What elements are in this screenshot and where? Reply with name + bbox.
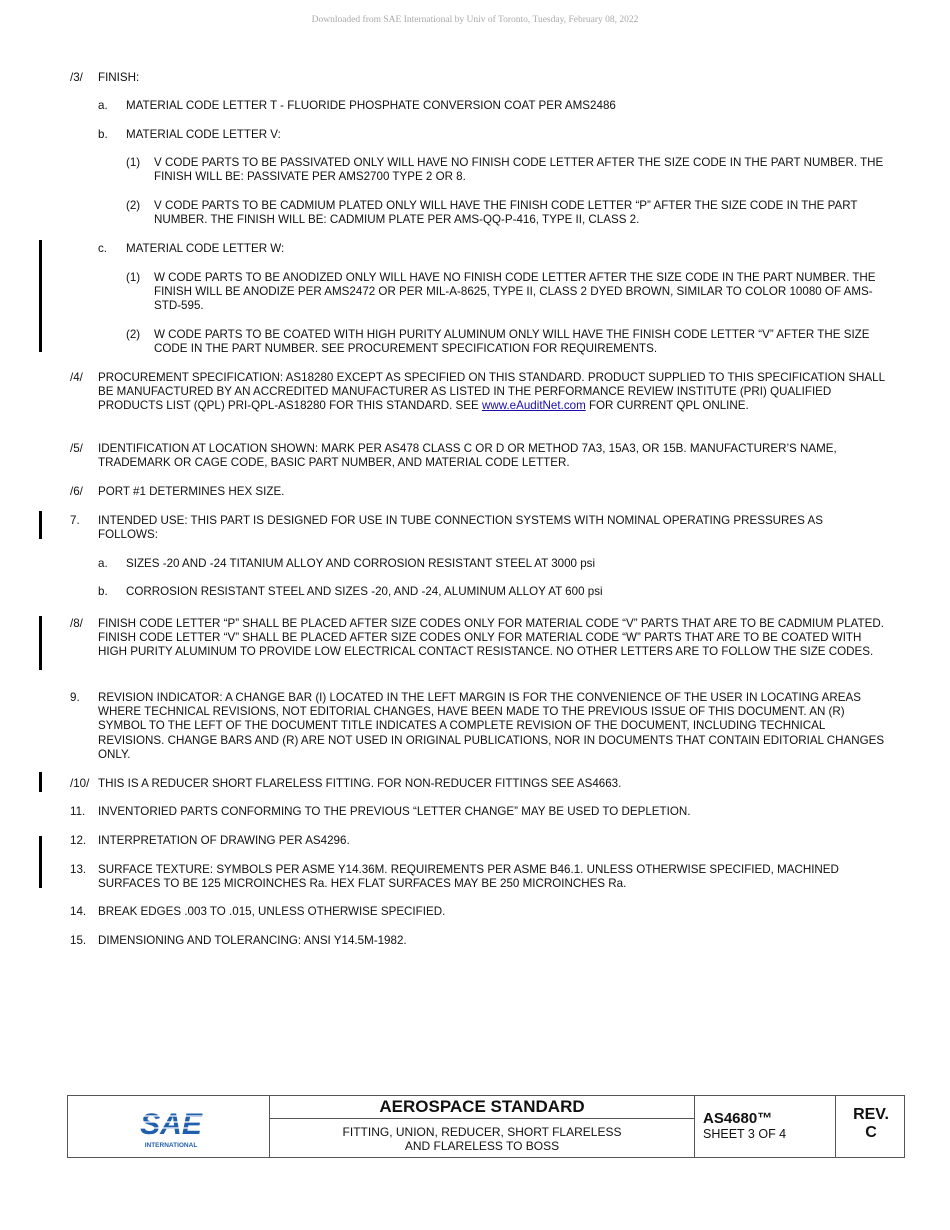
note-text <box>98 371 885 414</box>
change-bar <box>39 836 42 888</box>
note-text: IDENTIFICATION AT LOCATION SHOWN: MARK PER AS478 CLASS C OR D OR METHOD 7A3, 15A3, OR 15B. MANUFACTURER’S NAME, TRADEMARK OR CAGE CODE, BASIC PART NUMBER, AND MATERIAL CODE LETTER. <box>98 442 837 470</box>
item-label: (1) <box>126 156 141 169</box>
note-3b-2 <box>126 199 886 227</box>
note-number: /6/ <box>70 485 83 498</box>
note-3 <box>70 71 885 85</box>
note-6 <box>70 485 885 499</box>
item-label: a. <box>98 99 108 112</box>
note-5 <box>70 442 885 470</box>
note-text-part: PROCUREMENT SPECIFICATION: AS18280 EXCEPT AS SPECIFIED ON THIS STANDARD. PRODUCT SUPPLIED TO THIS SPECIFICATION SHALL BE MANUFACTURED BY AN ACCREDITED MANUFACTURER AS LISTED IN THE PERFORMANCE REVIEW INSTITUTE (PRI) QUALIFIED PRODUCTS LIST (QPL) PRI-QPL-AS18280 FOR THIS STANDARD. SEE <box>98 371 885 413</box>
note-number: /8/ <box>70 617 83 630</box>
change-bar <box>39 772 42 792</box>
note-number: 12. <box>70 834 87 847</box>
change-bar <box>39 240 42 352</box>
item-label: (2) <box>126 199 141 212</box>
item-label: (1) <box>126 271 141 284</box>
note-7b <box>98 585 888 599</box>
revision-cell <box>836 1096 906 1157</box>
note-text: PORT #1 DETERMINES HEX SIZE. <box>98 485 285 498</box>
note-number: 11. <box>70 805 86 818</box>
title-block <box>67 1095 905 1158</box>
note-text: BREAK EDGES .003 TO .015, UNLESS OTHERWISE SPECIFIED. <box>98 905 446 918</box>
note-number: 15. <box>70 934 87 947</box>
item-label: b. <box>98 585 108 598</box>
note-15 <box>70 934 885 948</box>
note-number: /3/ <box>70 71 83 84</box>
item-text: MATERIAL CODE LETTER W: <box>126 242 285 255</box>
logo-wordmark: SAE <box>140 1108 202 1141</box>
item-label: (2) <box>126 328 141 341</box>
note-3a <box>98 99 888 113</box>
item-text: MATERIAL CODE LETTER V: <box>126 128 281 141</box>
note-text-part: FOR CURRENT QPL ONLINE. <box>585 399 749 413</box>
item-text: W CODE PARTS TO BE COATED WITH HIGH PURITY ALUMINUM ONLY WILL HAVE THE FINISH CODE LETTER “V” AFTER THE SIZE CODE IN THE PART NUMBER. SEE PROCUREMENT SPECIFICATION FOR REQUIREMENTS. <box>154 328 870 356</box>
note-4 <box>70 371 885 414</box>
note-text: INTENDED USE: THIS PART IS DESIGNED FOR USE IN TUBE CONNECTION SYSTEMS WITH NOMINAL OPERATING PRESSURES AS FOLLOWS: <box>98 514 823 542</box>
note-number: 13. <box>70 863 87 876</box>
note-number: /4/ <box>70 371 83 384</box>
item-text: CORROSION RESISTANT STEEL AND SIZES -20, AND -24, ALUMINUM ALLOY AT 600 psi <box>126 585 603 598</box>
note-number: /5/ <box>70 442 83 455</box>
sae-logo <box>136 1104 206 1152</box>
logo-cell <box>68 1096 270 1157</box>
document-number: AS4680™ <box>703 1110 773 1127</box>
item-text: MATERIAL CODE LETTER T - FLUORIDE PHOSPHATE CONVERSION COAT PER AMS2486 <box>126 99 616 112</box>
change-bar <box>39 511 42 539</box>
note-text: INVENTORIED PARTS CONFORMING TO THE PREVIOUS “LETTER CHANGE” MAY BE USED TO DEPLETION. <box>98 805 691 818</box>
note-number: 14. <box>70 905 87 918</box>
note-7a <box>98 557 888 571</box>
note-number: 9. <box>70 691 80 704</box>
note-text: REVISION INDICATOR: A CHANGE BAR (I) LOCATED IN THE LEFT MARGIN IS FOR THE CONVENIENCE OF THE USER IN LOCATING AREAS WHERE TECHNICAL REVISIONS, NOT EDITORIAL CHANGES, HAVE BEEN MADE TO THE PREVIOUS ISSUE OF THIS DOCUMENT. AN (R) SYMBOL TO THE LEFT OF THE DOCUMENT TITLE INDICATES A COMPLETE REVISION OF THE DOCUMENT, INCLUDING TECHNICAL REVISIONS. CHANGE BARS AND (R) ARE NOT USED IN ORIGINAL PUBLICATIONS, NOR IN DOCUMENTS THAT CONTAIN EDITORIAL CHANGES ONLY. <box>98 691 885 761</box>
note-3b <box>98 128 888 142</box>
title-line: FITTING, UNION, REDUCER, SHORT FLARELESS <box>342 1125 622 1139</box>
item-text: W CODE PARTS TO BE ANODIZED ONLY WILL HAVE NO FINISH CODE LETTER AFTER THE SIZE CODE IN THE PART NUMBER. THE FINISH WILL BE ANODIZE PER AMS2472 OR PER MIL-A-8625, TYPE II, CLASS 2 DYED BROWN, SIMILAR TO COLOR 10080 OF AMS-STD-595. <box>154 271 876 313</box>
note-number: 7. <box>70 514 80 527</box>
item-text: V CODE PARTS TO BE PASSIVATED ONLY WILL HAVE NO FINISH CODE LETTER AFTER THE SIZE CODE IN THE PART NUMBER. THE FINISH WILL BE: PASSIVATE PER AMS2700 TYPE 2 OR 8. <box>154 156 884 184</box>
note-7 <box>70 514 885 542</box>
document-title <box>270 1119 694 1153</box>
logo-subtext: INTERNATIONAL <box>144 1142 198 1149</box>
standard-heading: AEROSPACE STANDARD <box>270 1096 694 1119</box>
note-9 <box>70 691 885 762</box>
note-text: DIMENSIONING AND TOLERANCING: ANSI Y14.5M-1982. <box>98 934 407 947</box>
note-number: /10/ <box>70 777 90 790</box>
note-10 <box>70 777 885 791</box>
note-13 <box>70 863 885 891</box>
sheet-number: SHEET 3 OF 4 <box>703 1127 787 1141</box>
item-label: c. <box>98 242 108 255</box>
note-12 <box>70 834 885 848</box>
item-label: a. <box>98 557 108 570</box>
title-line: AND FLARELESS TO BOSS <box>404 1139 560 1153</box>
download-watermark: Downloaded from SAE International by Univ of Toronto, Tuesday, February 08, 2022 <box>311 15 639 25</box>
item-text: V CODE PARTS TO BE CADMIUM PLATED ONLY WILL HAVE THE FINISH CODE LETTER “P” AFTER THE SIZE CODE IN THE PART NUMBER. THE FINISH WILL BE: CADMIUM PLATE PER AMS-QQ-P-416, TYPE II, CLASS 2. <box>154 199 858 227</box>
item-text: SIZES -20 AND -24 TITANIUM ALLOY AND CORROSION RESISTANT STEEL AT 3000 psi <box>126 557 596 570</box>
revision-label: REV. <box>853 1106 889 1123</box>
change-bar <box>39 616 42 670</box>
note-14 <box>70 905 885 919</box>
note-11 <box>70 805 885 819</box>
note-text: FINISH: <box>98 71 140 84</box>
doc-number-cell <box>695 1096 836 1157</box>
note-text: SURFACE TEXTURE: SYMBOLS PER ASME Y14.36M. REQUIREMENTS PER ASME B46.1. UNLESS OTHERWISE SPECIFIED, MACHINED SURFACES TO BE 125 MICROINCHES Ra. HEX FLAT SURFACES MAY BE 250 MICROINCHES Ra. <box>98 863 839 891</box>
note-text: INTERPRETATION OF DRAWING PER AS4296. <box>98 834 350 847</box>
note-text: FINISH CODE LETTER “P” SHALL BE PLACED AFTER SIZE CODES ONLY FOR MATERIAL CODE “V” PARTS THAT ARE TO BE CADMIUM PLATED. FINISH CODE LETTER “V” SHALL BE PLACED AFTER SIZE CODES ONLY FOR MATERIAL CODE “W” PARTS THAT ARE TO BE COATED WITH HIGH PURITY ALUMINUM TO PROVIDE LOW ELECTRICAL CONTACT RESISTANCE. NO OTHER LETTERS ARE TO FOLLOW THE SIZE CODES. <box>98 617 884 659</box>
note-text: THIS IS A REDUCER SHORT FLARELESS FITTING. FOR NON-REDUCER FITTINGS SEE AS4663. <box>98 777 622 790</box>
eauditnet-link[interactable]: www.eAuditNet.com <box>481 399 586 413</box>
revision-value: C <box>865 1124 877 1141</box>
title-cell <box>270 1096 695 1157</box>
item-label: b. <box>98 128 108 141</box>
note-3c-2 <box>126 328 886 356</box>
note-3c <box>98 242 888 256</box>
note-8 <box>70 617 885 660</box>
note-3b-1 <box>126 156 886 184</box>
note-3c-1 <box>126 271 886 314</box>
